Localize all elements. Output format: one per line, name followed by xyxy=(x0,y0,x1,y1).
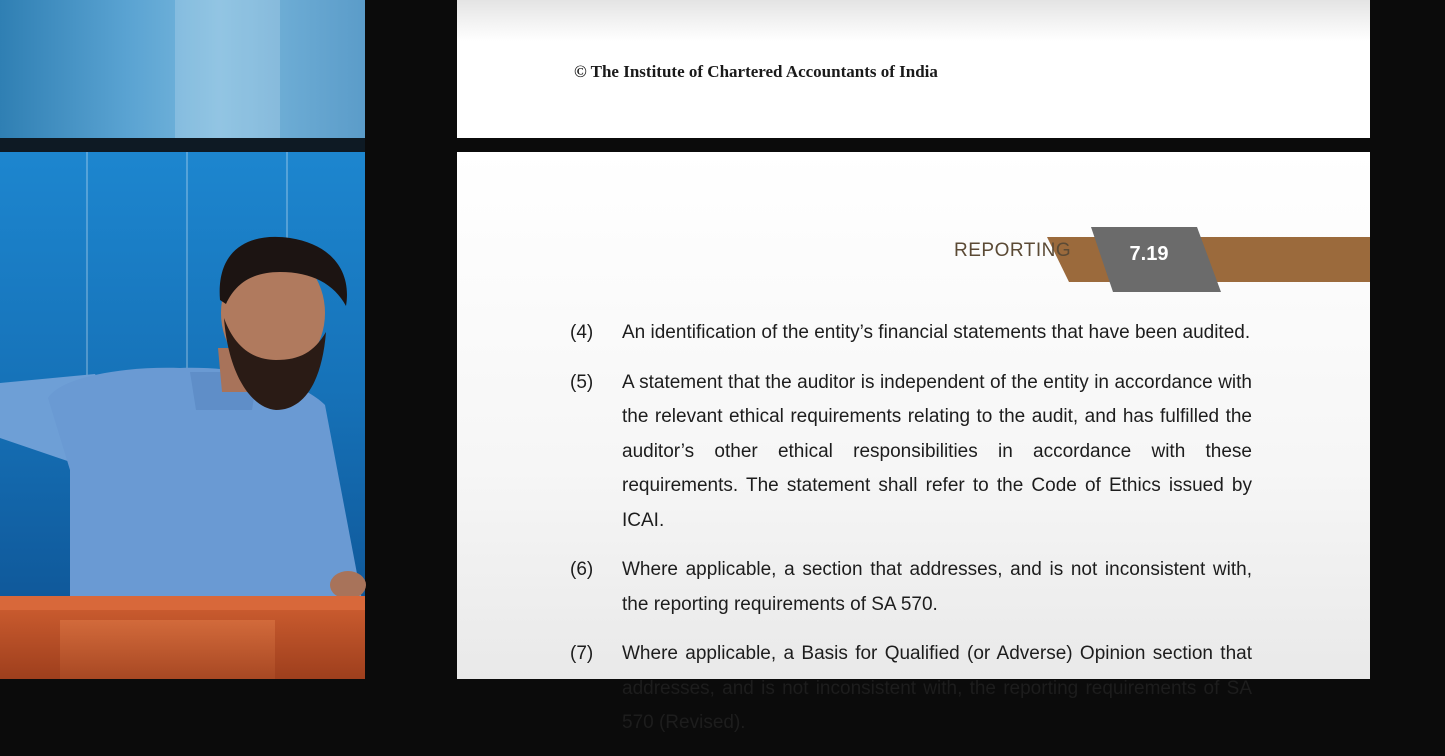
item-text: A statement that the auditor is independent of the entity in accordance with the relevant ethical requirements relating to the audit, and has fulfilled the auditor’s other ethical responsibilities in accordance with these requirements. The statement shall refer to the Code of Ethics issued by ICAI. xyxy=(622,371,1252,531)
item-text: An identification of the entity’s financial statements that have been audited. xyxy=(622,322,1251,343)
page-number: 7.19 xyxy=(1129,243,1169,265)
requirements-list xyxy=(570,316,1252,756)
header-band xyxy=(1047,237,1370,282)
list-item xyxy=(570,366,1252,539)
item-number: (7) xyxy=(570,643,594,664)
podium-top xyxy=(0,596,365,610)
previous-page xyxy=(457,0,1370,138)
item-number: (6) xyxy=(570,559,594,580)
podium xyxy=(0,610,365,679)
list-item xyxy=(570,637,1252,741)
presenter-video xyxy=(0,0,365,679)
list-item xyxy=(570,316,1252,351)
document-page xyxy=(457,152,1370,733)
item-text: Where applicable, a Basis for Qualified (or Adverse) Opinion section that addresses, and is not inconsistent with, the reporting requirements of SA 570 (Revised). xyxy=(622,643,1252,733)
section-title: REPORTING xyxy=(954,240,1072,261)
item-number: (4) xyxy=(570,322,594,343)
presenter-figure xyxy=(0,0,365,679)
copyright-line: © The Institute of Chartered Accountants of India xyxy=(574,62,938,81)
item-text: Where applicable, a section that addresses, and is not inconsistent with, the reporting requirements of SA 570. xyxy=(622,559,1252,615)
item-number: (5) xyxy=(570,371,594,393)
list-item xyxy=(570,553,1252,622)
